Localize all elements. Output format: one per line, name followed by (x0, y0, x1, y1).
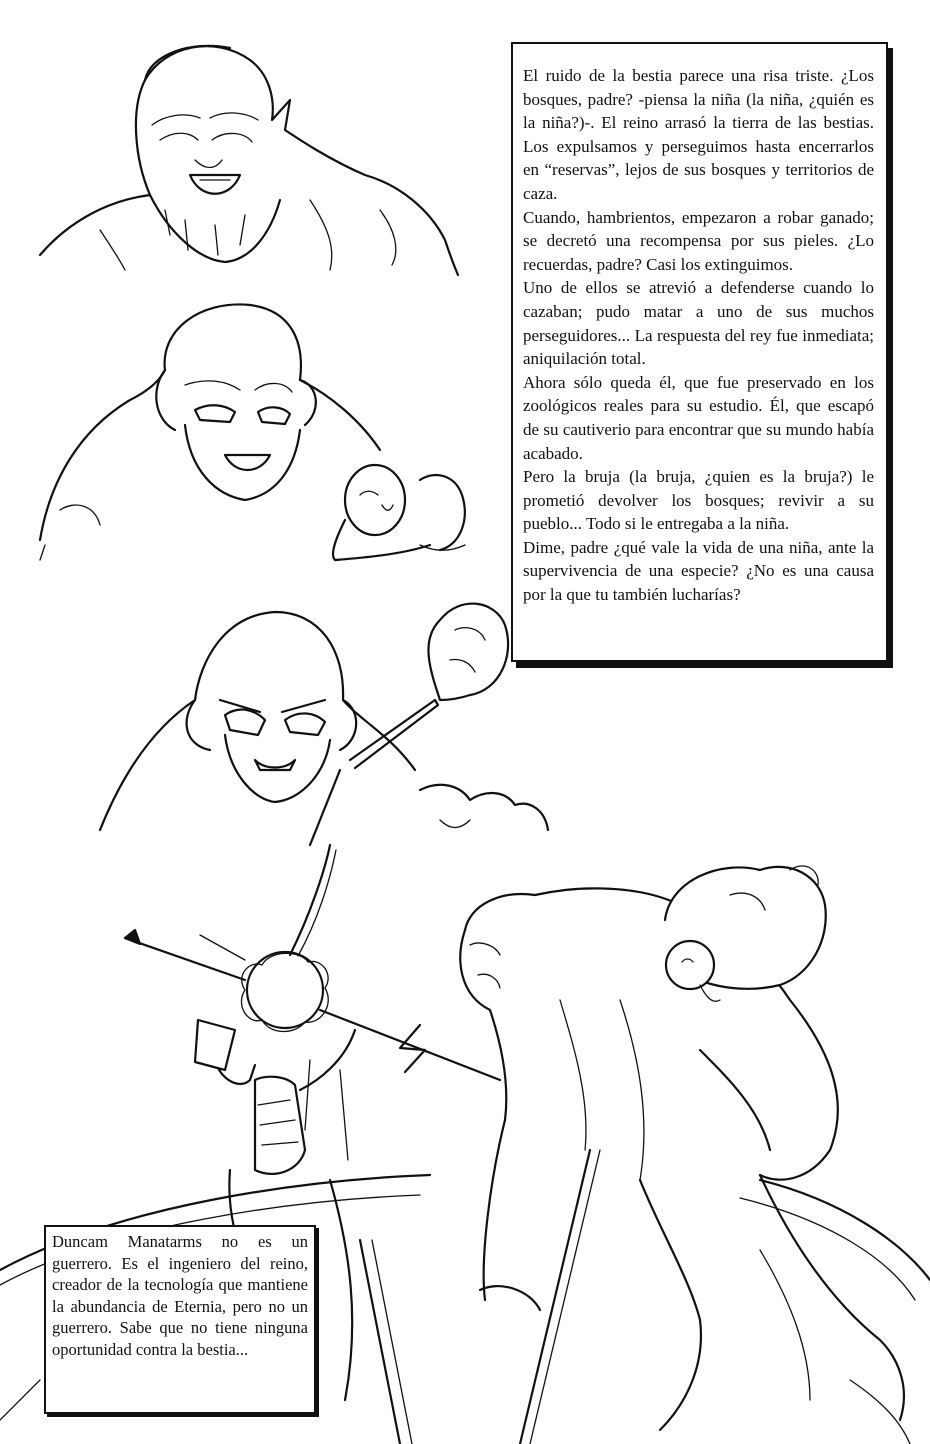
panel-3-angry-beast (100, 604, 548, 845)
narration-paragraph: Duncam Manatarms no es un guerrero. Es el ingeniero del reino, creador de la tecnología que mantiene la abundancia de Eternia, pero no un guerrero. Sabe que no tiene ninguna oportunidad contra la bestia... (52, 1232, 308, 1359)
narration-paragraph: Uno de ellos se atrevió a defenderse cuando lo cazaban; pudo matar a uno de sus muchos perseguidores... La respuesta del rey fue inmediata; aniquilación total. (523, 278, 874, 369)
narration-paragraph: Dime, padre ¿qué vale la vida de una niña, ante la supervivencia de una especie? ¿No es una causa por la que tu también lucharías? (523, 537, 874, 605)
narration-paragraph: Cuando, hambrientos, empezaron a robar ganado; se decretó una recompensa por sus pieles. ¿Lo recuerdas, padre? Casi los extinguimos. (523, 207, 874, 274)
narration-paragraph: El ruido de la bestia parece una risa triste. ¿Los bosques, padre? -piensa la niña (la niña, ¿quién es la niña?)-. El reino arrasó la tierra de las bestias. Los expulsamos y perseguimos hasta encerrarlos en “reservas”, lejos de sus bosques y territorios de caza. (523, 66, 874, 203)
panel-2-beast-with-child (40, 304, 465, 560)
panel-1-laughing-beast (40, 46, 458, 275)
narration-paragraph: Ahora sólo queda él, que fue preservado en los zoológicos reales para su estudio. Él, que escapó de su cautiverio para encontrar que su mundo había acabado. (523, 372, 874, 463)
narration-paragraph: Pero la bruja (la bruja, ¿quien es la bruja?) le prometió devolver los bosques; revivir a su pueblo... Todo si le entregaba a la niña. (523, 467, 874, 534)
narration-box-top (511, 42, 888, 662)
narration-box-bottom (44, 1225, 316, 1414)
